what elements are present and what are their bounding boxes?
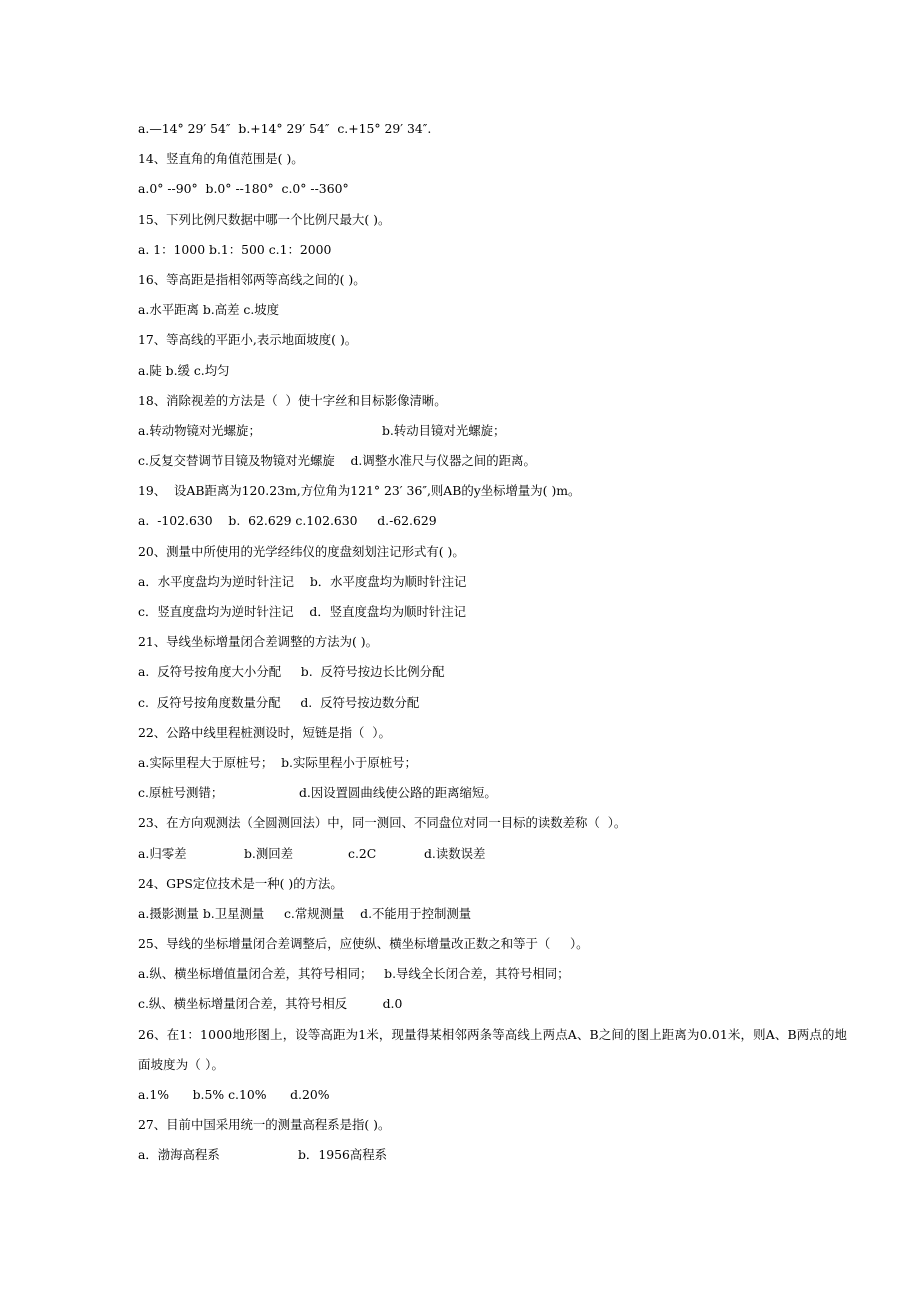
option-b: b.转动目镜对光螺旋； (382, 422, 506, 438)
option-line (138, 1140, 858, 1170)
question-26: 26、在1：1000地形图上，设等高距为1米，现量得某相邻两条等高线上两点A、B之间的图上距离为0.01米，则A、B两点的地面坡度为（ ）。 (138, 1026, 848, 1072)
option-c: c.2C (348, 845, 377, 861)
question-18: 18、消除视差的方法是（ ）使十字丝和目标影像清晰。 (138, 392, 447, 408)
option-line: c．竖直度盘均为逆时针注记 d．竖直度盘均为顺时针注记 (138, 604, 467, 619)
option-b: b.测回差 (244, 845, 294, 861)
option-line: a. 反符号按角度大小分配 b. 反符号按边长比例分配 (138, 664, 445, 680)
option-a: a.转动物镜对光螺旋； (138, 422, 261, 438)
option-line (138, 416, 858, 446)
option-line: c. 反符号按角度数量分配 d. 反符号按边数分配 (138, 694, 420, 710)
option-line: a.1% b.5% c.10% d.20% (138, 1087, 330, 1103)
option-d: d.读数误差 (424, 845, 486, 861)
option-line: c.纵、横坐标增量闭合差，其符号相反 d.0 (138, 996, 403, 1012)
option-line: a. 1：1000 b.1：500 c.1：2000 (138, 241, 332, 257)
question-24: 24、GPS定位技术是一种( )的方法。 (138, 875, 343, 891)
option-line: a．水平度盘均为逆时针注记 b．水平度盘均为顺时针注记 (138, 573, 467, 589)
question-21: 21、导线坐标增量闭合差调整的方法为( )。 (138, 634, 379, 650)
question-22: 22、公路中线里程桩测设时，短链是指（ ）。 (138, 724, 391, 740)
option-line (138, 839, 858, 869)
option-line: a.摄影测量 b.卫星测量 c.常规测量 d.不能用于控制测量 (138, 905, 472, 921)
option-line: a.水平距离 b.高差 c.坡度 (138, 302, 280, 318)
question-27: 27、目前中国采用统一的测量高程系是指( )。 (138, 1117, 391, 1133)
option-a: a.归零差 (138, 845, 187, 861)
option-line: a.纵、横坐标增值量闭合差，其符号相同； b.导线全长闭合差，其符号相同； (138, 966, 570, 982)
document-page (138, 114, 858, 1171)
option-b: b．1956高程系 (298, 1147, 388, 1163)
option-line: a.—14° 29′ 54″ b.+14° 29′ 54″ c.+15° 29′ 34″. (138, 121, 432, 136)
question-23: 23、在方向观测法（全圆测回法）中，同一测回、不同盘位对同一目标的读数差称（ ）。 (138, 815, 627, 831)
question-16: 16、等高距是指相邻两等高线之间的( )。 (138, 271, 366, 287)
question-19: 19、 设AB距离为120.23m,方位角为121° 23′ 36″,则AB的y坐标增量为( )m。 (138, 483, 581, 499)
option-line: a.实际里程大于原桩号； b.实际里程小于原桩号； (138, 754, 417, 770)
option-a: a．渤海高程系 (138, 1147, 220, 1163)
question-25: 25、导线的坐标增量闭合差调整后，应使纵、横坐标增量改正数之和等于（ ）。 (138, 936, 589, 952)
option-line (138, 778, 858, 808)
option-d: d.因设置圆曲线使公路的距离缩短。 (299, 785, 497, 801)
option-line: a.陡 b.缓 c.均匀 (138, 362, 230, 378)
option-line: a. -102.630 b. 62.629 c.102.630 d.-62.629 (138, 513, 437, 529)
option-line: a.0° --90° b.0° --180° c.0° --360° (138, 181, 349, 197)
question-15: 15、下列比例尺数据中哪一个比例尺最大( )。 (138, 211, 391, 227)
question-20: 20、测量中所使用的光学经纬仪的度盘刻划注记形式有( )。 (138, 543, 465, 559)
option-c: c.原桩号测错； (138, 785, 224, 801)
question-14: 14、竖直角的角值范围是( )。 (138, 151, 304, 167)
question-17: 17、等高线的平距小,表示地面坡度( )。 (138, 332, 358, 348)
option-line: c.反复交替调节目镜及物镜对光螺旋 d.调整水准尺与仪器之间的距离。 (138, 453, 536, 469)
